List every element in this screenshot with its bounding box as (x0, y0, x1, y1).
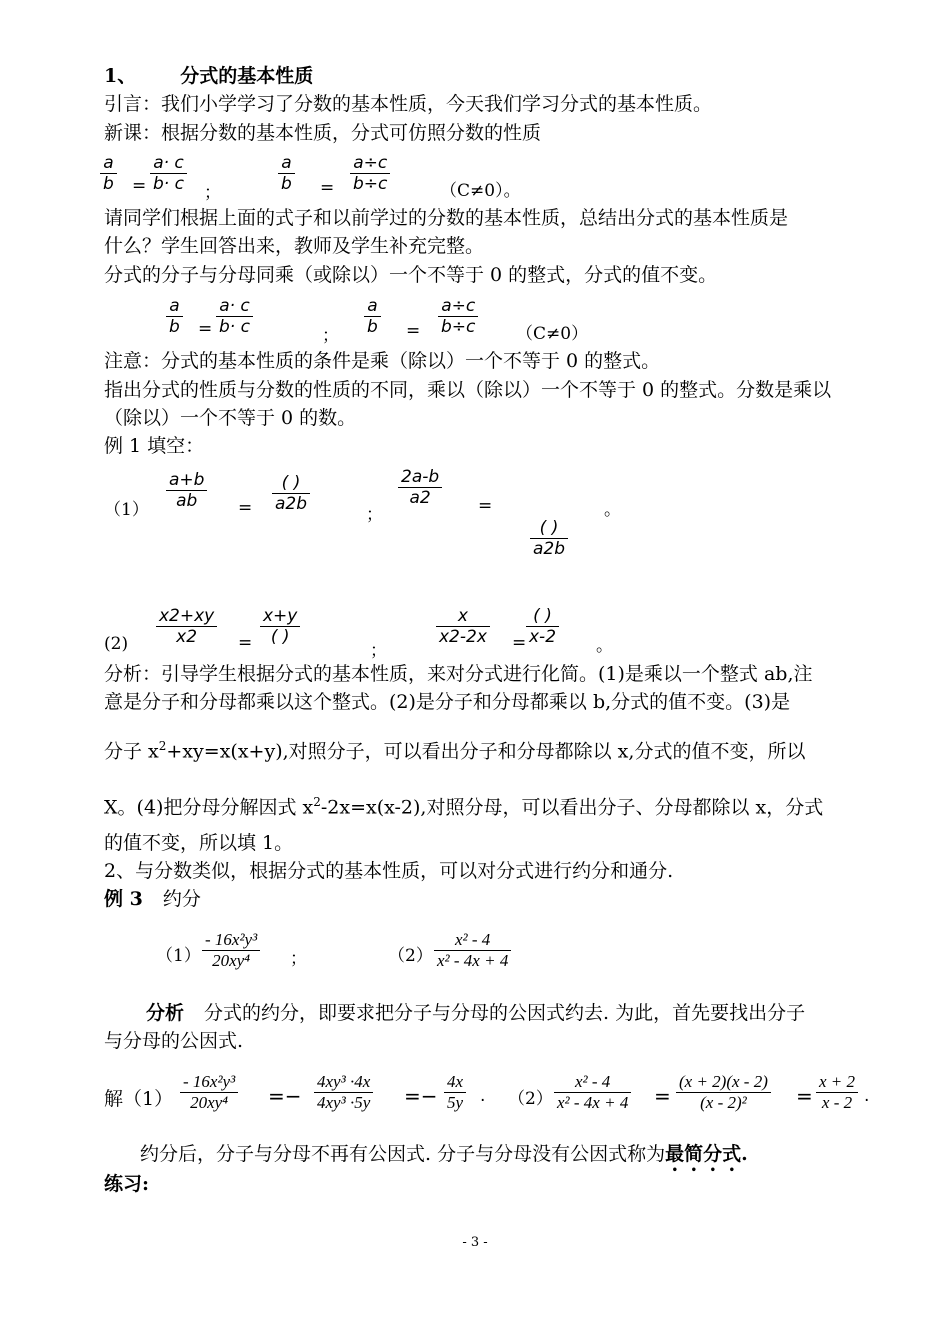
fraction-sol-1 (180, 1072, 238, 1113)
fraction-ex3-2 (434, 930, 511, 971)
example-1-title: 例 1 填空： (104, 435, 205, 457)
denominator: b· c (153, 174, 184, 194)
equals-minus: =− (404, 1084, 438, 1108)
numerator: a· c (150, 153, 187, 174)
denominator: b÷c (353, 174, 388, 194)
denominator-blank: ( ) (270, 627, 290, 647)
fraction-ex3-1 (202, 930, 260, 971)
item-label-2: （2） (508, 1089, 553, 1109)
fraction-ex1-b (272, 473, 310, 514)
numerator: 4xy³ ·4x (314, 1072, 373, 1093)
denominator: x-2 (529, 627, 557, 647)
equals-sign: = (238, 633, 253, 653)
difference-line-2: （除以）一个不等于 0 的数。 (104, 407, 357, 429)
heading-number: 1、 (104, 65, 137, 87)
text-run: 分子 x (104, 740, 159, 763)
analysis-line-4 (104, 788, 823, 821)
numerator: (x + 2)(x - 2) (676, 1072, 771, 1093)
fraction-sol-3 (444, 1072, 466, 1113)
period: . (480, 1086, 486, 1106)
numerator-blank: ( ) (272, 473, 310, 494)
denominator: a2b (275, 494, 308, 514)
solution-label: 解（1） (104, 1088, 174, 1110)
numerator: a (166, 296, 183, 317)
equals-sign: = (320, 178, 335, 198)
denominator: b (169, 317, 180, 337)
semicolon: ； (322, 326, 339, 346)
text-run: +xy=x(x+y),对照分子，可以看出分子和分母都除以 x,分式的值不变，所以 (166, 740, 806, 763)
numerator: x + 2 (816, 1072, 858, 1093)
fraction-a-over-b-2 (278, 153, 295, 194)
text-run: -2x=x(x-2),对照分母，可以看出分子、分母都除以 x，分式 (320, 796, 824, 819)
superscript: 2 (158, 739, 167, 753)
fraction-ex1-c (398, 467, 442, 508)
example-label: 例 3 (104, 888, 143, 910)
denominator: b÷c (441, 317, 476, 337)
page-number: - 3 - (462, 1235, 488, 1250)
period: 。 (604, 500, 621, 520)
analysis-label: 分析 (146, 1002, 185, 1024)
denominator: a2b (533, 539, 566, 559)
equals-sign: = (654, 1084, 671, 1108)
numerator: a÷c (350, 153, 390, 174)
semicolon: ； (290, 949, 307, 969)
example-3-title (104, 885, 201, 913)
section-2-line: 2、与分数类似，根据分式的基本性质，可以对分式进行约分和通分. (104, 860, 674, 882)
intro-line: 引言：我们小学学习了分数的基本性质，今天我们学习分式的基本性质。 (104, 93, 713, 115)
fraction-a-div-c-over-b-div-c (350, 153, 390, 194)
numerator: a (278, 153, 295, 174)
analysis-line-3 (104, 732, 805, 765)
text-run: X。(4)把分母分解因式 x (104, 796, 314, 819)
superscript: 2 (313, 795, 321, 809)
denominator: x² - 4x + 4 (557, 1093, 629, 1112)
numerator: x² - 4 (434, 930, 511, 951)
example-text: 约分 (162, 888, 201, 910)
equals-sign: = (796, 1084, 813, 1108)
analysis-line-1: 分析：引导学生根据分式的基本性质，来对分式进行化简。(1)是乘以一个整式 ab,注 (104, 663, 813, 685)
numerator-blank: ( ) (526, 606, 559, 627)
denominator: 5y (447, 1093, 464, 1112)
semicolon: ； (370, 641, 387, 661)
denominator: x² - 4x + 4 (437, 951, 509, 970)
numerator: a (364, 296, 381, 317)
denominator: x2-2x (439, 627, 487, 647)
denominator: b (281, 174, 292, 194)
condition-text: （C≠0） (516, 324, 589, 344)
question-line-2: 什么？学生回答出来，教师及学生补充完整。 (104, 235, 485, 257)
numerator: - 16x²y³ (180, 1072, 238, 1093)
denominator: x - 2 (821, 1093, 853, 1112)
fraction-ex1-a (166, 470, 207, 511)
denominator: x2 (176, 627, 198, 647)
denominator: b (103, 174, 114, 194)
numerator: a (100, 153, 117, 174)
equals-sign: = (198, 319, 213, 339)
term-simplest-fraction: 最简分式. (665, 1143, 748, 1165)
denominator: 20xy⁴ (212, 951, 251, 970)
denominator: a2 (409, 488, 431, 508)
fraction-sol-4 (554, 1072, 631, 1113)
fraction-ex1-e (156, 606, 217, 647)
numerator: 4x (444, 1072, 466, 1093)
numerator: x² - 4 (554, 1072, 631, 1093)
denominator: ab (176, 491, 198, 511)
period: 。 (596, 636, 613, 656)
fraction-ex1-d (530, 518, 568, 559)
fraction-ex1-g (436, 606, 490, 647)
fraction-ac-over-bc (150, 153, 187, 194)
fraction-a-div-c-over-b-div-c (438, 296, 478, 337)
equals-sign: = (238, 498, 253, 518)
analysis-b-line-1 (104, 999, 805, 1027)
fraction-a-over-b (166, 296, 183, 337)
analysis-text: 分式的约分，即要求把分子与分母的公因式约去. 为此，首先要找出分子 (204, 1002, 806, 1024)
conclusion-text: 约分后，分子与分母不再有公因式. 分子与分母没有公因式称为 (140, 1143, 666, 1165)
equals-sign: = (406, 321, 421, 341)
numerator: - 16x²y³ (202, 930, 260, 951)
numerator: a+b (166, 470, 207, 491)
fraction-a-over-b (100, 153, 117, 194)
numerator: x2+xy (156, 606, 217, 627)
section-heading (104, 62, 313, 90)
denominator: b· c (219, 317, 250, 337)
equals-sign: = (132, 176, 147, 196)
fraction-sol-6 (816, 1072, 858, 1113)
fraction-sol-5 (676, 1072, 771, 1113)
equals-minus: =− (268, 1084, 302, 1108)
denominator: (x - 2)² (700, 1093, 747, 1112)
question-line-1: 请同学们根据上面的式子和以前学过的分数的基本性质，总结出分式的基本性质是 (104, 207, 789, 229)
item-label-1: （1） (156, 946, 201, 966)
fraction-sol-2 (314, 1072, 373, 1113)
period: . (864, 1086, 870, 1106)
note-line: 注意：分式的基本性质的条件是乘（除以）一个不等于 0 的整式。 (104, 350, 661, 372)
fraction-ex1-h (526, 606, 559, 647)
numerator: a· c (216, 296, 253, 317)
difference-line-1: 指出分式的性质与分数的性质的不同，乘以（除以）一个不等于 0 的整式。分数是乘以 (104, 379, 832, 401)
fraction-ex1-f (260, 606, 300, 647)
practice-heading: 练习: (104, 1173, 150, 1195)
numerator: x+y (260, 606, 300, 627)
numerator: 2a-b (398, 467, 442, 488)
item-label-1: （1） (104, 500, 149, 520)
item-label-2: (2) (104, 634, 129, 654)
numerator-blank: ( ) (530, 518, 568, 539)
analysis-b-line-2: 与分母的公因式. (104, 1030, 244, 1052)
numerator: a÷c (438, 296, 478, 317)
property-statement: 分式的分子与分母同乘（或除以）一个不等于 0 的整式，分式的值不变。 (104, 264, 718, 286)
analysis-line-5: 的值不变，所以填 1。 (104, 832, 294, 854)
conclusion-line (104, 1140, 748, 1176)
equals-sign: = (512, 633, 527, 653)
new-lesson-line: 新课：根据分数的基本性质，分式可仿照分数的性质 (104, 122, 542, 144)
condition-text: （C≠0）。 (440, 181, 521, 201)
heading-title: 分式的基本性质 (180, 65, 314, 87)
fraction-a-over-b-2 (364, 296, 381, 337)
fraction-ac-over-bc (216, 296, 253, 337)
denominator: 4xy³ ·5y (317, 1093, 371, 1112)
item-label-2: （2） (388, 946, 433, 966)
denominator: 20xy⁴ (190, 1093, 229, 1112)
equals-sign: = (478, 496, 493, 516)
analysis-line-2: 意是分子和分母都乘以这个整式。(2)是分子和分母都乘以 b,分式的值不变。(3)是 (104, 691, 791, 713)
semicolon: ； (204, 183, 221, 203)
semicolon: ； (366, 505, 383, 525)
numerator: x (436, 606, 490, 627)
denominator: b (367, 317, 378, 337)
